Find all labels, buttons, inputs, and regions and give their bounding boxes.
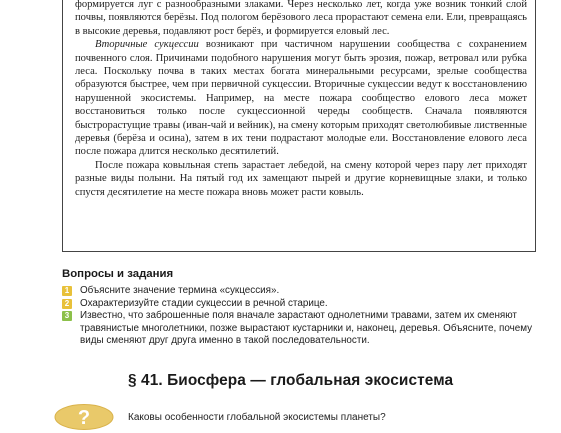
question-mark-glyph: ? [77, 407, 91, 429]
questions-list [62, 285, 540, 348]
question-item-3 [62, 310, 540, 348]
question-text: Охарактеризуйте стадии сукцессии в речной старице. [80, 297, 328, 309]
section-heading: § 41. Биосфера — глобальная экосистема [128, 372, 454, 389]
term-secondary-succession: Вторичные сукцессии [95, 39, 199, 51]
question-number-badge: 2 [62, 299, 72, 309]
text-frame [62, 0, 536, 252]
paragraph-primary-succession-end: формируется луг с разнообразными злаками. Через несколько лет, когда уже возник тонкий слой почвы, появляются берёзы. Под пологом берёзового леса прорастают семена ели. Ели, превращаясь в высокие деревья, подавляют рост берёз, и формируется еловый лес. [75, 0, 527, 37]
paragraph-secondary-succession [75, 38, 527, 159]
paragraph-secondary-succession-text: возникают при частичном нарушении сообщества с сохранением почвенного слоя. Причинами подобного нарушения могут быть эрозия, пожар, ветровал или рубка леса. Поскольку почва в таких местах богата минеральными ресурсами, зрелые сообщества образуются быстрее, чем при первичной сукцессии. Вторичные сукцессии ведут к восстановлению нарушенной экосистемы. Например, на месте пожара сообщество елового леса может восстановиться только после сукцессионной череды сообществ. Сначала появляются быстрорастущие травы (иван-чай и вейник), на смену которым приходят светолюбивые лиственные деревья (берёза и осина), затем в их тени подрастают молодые ели. Восстановление елового леса после пожара длится несколько десятилетий. [75, 39, 527, 158]
question-mark-icon [54, 402, 114, 430]
question-text: Объясните значение термина «сукцессия». [80, 285, 280, 296]
questions-heading: Вопросы и задания [62, 268, 174, 280]
question-number-badge: 1 [62, 286, 72, 296]
question-text: Известно, что заброшенные поля вначале зарастают однолетними травами, затем их сменяют травянистые многолетники, позже вырастают кустарники и, наконец, деревья. Объясните, почему виды сменяют друг друга именно в такой последовательности. [80, 310, 533, 347]
paragraph-steppe-example: После пожара ковыльная степь зарастает лебедой, на смену которой через пару лет приходят разные виды полыни. На пятый год их замещают пырей и другие корневищные злаки, и только спустя десятилетие на месте пожара вновь может расти ковыль. [75, 159, 527, 198]
question-number-badge: 3 [62, 311, 72, 321]
section-prompt-question: Каковы особенности глобальной экосистемы планеты? [128, 412, 386, 423]
question-item-1 [62, 285, 540, 298]
question-item-2 [62, 298, 540, 311]
